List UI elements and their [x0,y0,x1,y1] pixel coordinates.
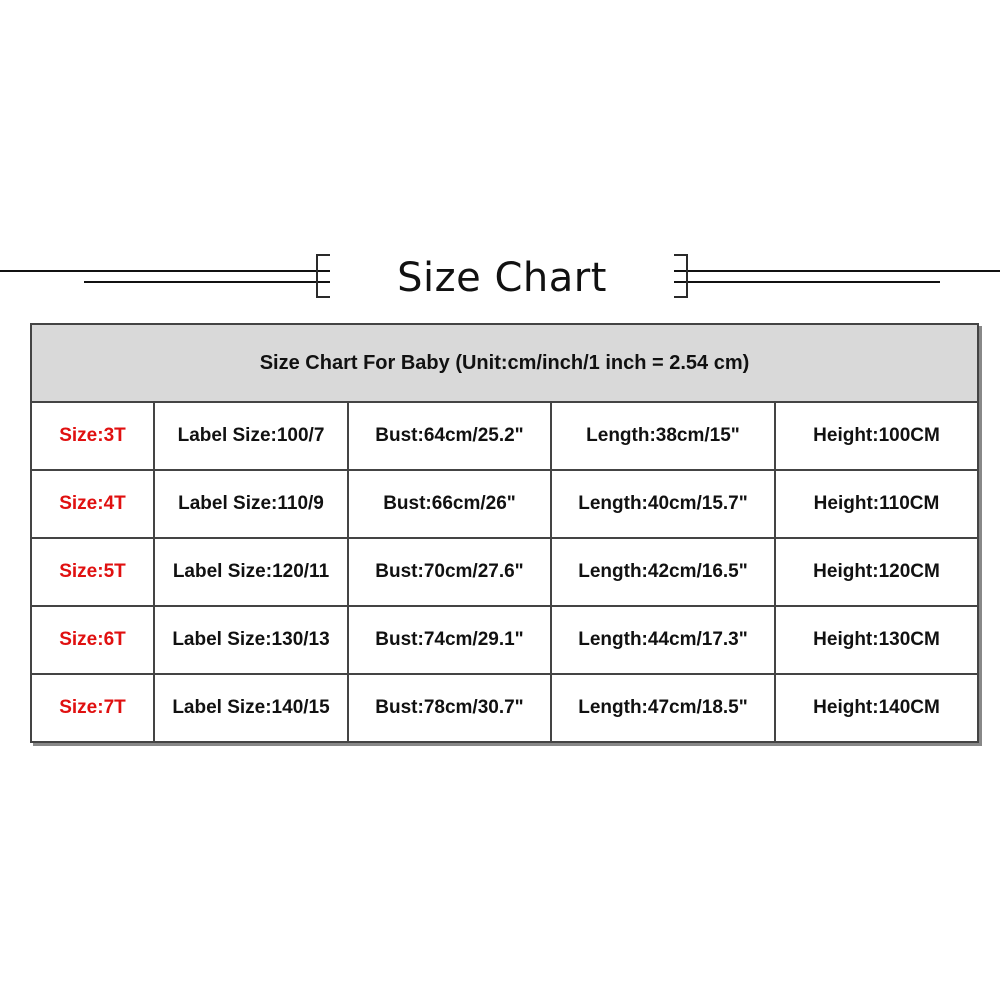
height-cell: Height:110CM [775,470,978,538]
length-cell: Length:40cm/15.7" [551,470,775,538]
bust-cell: Bust:66cm/26" [348,470,551,538]
table-row [31,470,978,538]
page-title: Size Chart [397,255,607,301]
length-cell: Length:42cm/16.5" [551,538,775,606]
table-header: Size Chart For Baby (Unit:cm/inch/1 inch = 2.54 cm) [31,324,978,402]
length-cell: Length:38cm/15" [551,402,775,470]
size-cell: Size:6T [31,606,154,674]
height-cell: Height:100CM [775,402,978,470]
height-cell: Height:120CM [775,538,978,606]
bust-cell: Bust:70cm/27.6" [348,538,551,606]
table-row [31,674,978,742]
label-size-cell: Label Size:140/15 [154,674,348,742]
bust-cell: Bust:74cm/29.1" [348,606,551,674]
label-size-cell: Label Size:100/7 [154,402,348,470]
label-size-cell: Label Size:110/9 [154,470,348,538]
table-header-row [31,324,978,402]
length-cell: Length:44cm/17.3" [551,606,775,674]
table-row [31,606,978,674]
size-chart-table [30,323,979,743]
size-cell: Size:5T [31,538,154,606]
table-row [31,538,978,606]
label-size-cell: Label Size:120/11 [154,538,348,606]
table-row [31,402,978,470]
height-cell: Height:130CM [775,606,978,674]
size-cell: Size:3T [31,402,154,470]
bust-cell: Bust:64cm/25.2" [348,402,551,470]
size-cell: Size:4T [31,470,154,538]
length-cell: Length:47cm/18.5" [551,674,775,742]
size-cell: Size:7T [31,674,154,742]
height-cell: Height:140CM [775,674,978,742]
label-size-cell: Label Size:130/13 [154,606,348,674]
bust-cell: Bust:78cm/30.7" [348,674,551,742]
